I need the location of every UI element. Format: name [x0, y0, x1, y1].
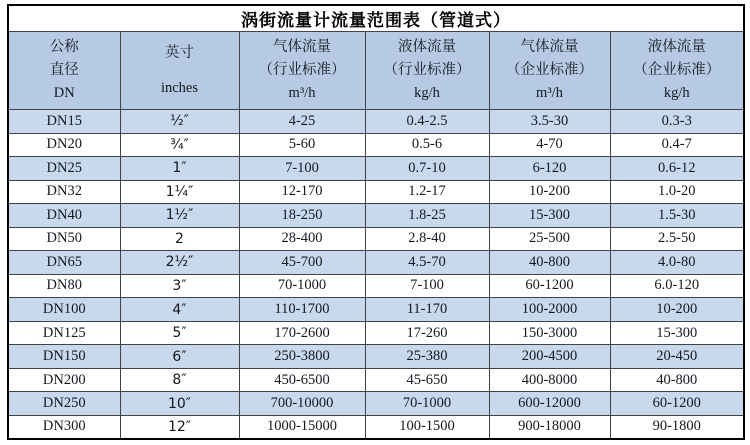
- header-line: m³/h: [288, 85, 316, 101]
- cell-gas-enterprise: 25-500: [489, 227, 610, 251]
- header-line: （企业标准）: [633, 62, 721, 78]
- header-line: 气体流量: [520, 39, 579, 55]
- cell-inches: ½″: [120, 110, 239, 134]
- cell-inches: 1¼″: [120, 180, 239, 204]
- table-row: [8, 157, 744, 181]
- cell-inches: 2½″: [120, 251, 239, 275]
- cell-liquid-enterprise: 60-1200: [610, 392, 744, 416]
- cell-gas-enterprise: 100-2000: [489, 298, 610, 322]
- header-row: [8, 32, 744, 110]
- header-line: （行业标准）: [383, 62, 471, 78]
- cell-inches: ¾″: [120, 133, 239, 157]
- header-line: inches: [160, 79, 199, 96]
- cell-dn: DN200: [8, 368, 120, 392]
- cell-inches: 1½″: [120, 204, 239, 228]
- header-line: kg/h: [663, 85, 690, 101]
- cell-liquid-industry: 1.8-25: [365, 204, 489, 228]
- cell-liquid-industry: 17-260: [365, 321, 489, 345]
- cell-gas-enterprise: 15-300: [489, 204, 610, 228]
- cell-gas-industry: 70-1000: [239, 274, 365, 298]
- table-row: [8, 321, 744, 345]
- table-title: 涡街流量计流量范围表（管道式）: [8, 5, 744, 32]
- table-row: [8, 298, 744, 322]
- cell-liquid-industry: 1.2-17: [365, 180, 489, 204]
- header-line: 公称: [49, 39, 79, 55]
- cell-liquid-enterprise: 40-800: [610, 368, 744, 392]
- col-header-gas-industry: [239, 32, 365, 110]
- cell-gas-enterprise: 40-800: [489, 251, 610, 275]
- cell-dn: DN300: [8, 415, 120, 439]
- cell-gas-industry: 4-25: [239, 110, 365, 134]
- col-header-liquid-industry: [365, 32, 489, 110]
- table-row: [8, 227, 744, 251]
- cell-gas-industry: 45-700: [239, 251, 365, 275]
- cell-gas-enterprise: 60-1200: [489, 274, 610, 298]
- cell-inches: 2: [120, 227, 239, 251]
- col-header-gas-enterprise: [489, 32, 610, 110]
- table-row: [8, 110, 744, 134]
- cell-dn: DN40: [8, 204, 120, 228]
- cell-liquid-industry: 25-380: [365, 345, 489, 369]
- cell-liquid-industry: 4.5-70: [365, 251, 489, 275]
- cell-liquid-enterprise: 1.0-20: [610, 180, 744, 204]
- cell-gas-industry: 12-170: [239, 180, 365, 204]
- cell-liquid-enterprise: 15-300: [610, 321, 744, 345]
- col-header-inches: [120, 32, 239, 110]
- cell-dn: DN150: [8, 345, 120, 369]
- cell-liquid-industry: 0.5-6: [365, 133, 489, 157]
- cell-dn: DN100: [8, 298, 120, 322]
- header-line: DN: [53, 85, 75, 101]
- table-row: [8, 345, 744, 369]
- col-header-liquid-enterprise: [610, 32, 744, 110]
- table-row: [8, 251, 744, 275]
- cell-liquid-enterprise: 0.4-7: [610, 133, 744, 157]
- col-header-dn: [8, 32, 120, 110]
- cell-dn: DN65: [8, 251, 120, 275]
- cell-liquid-enterprise: 0.3-3: [610, 110, 744, 134]
- cell-dn: DN125: [8, 321, 120, 345]
- cell-liquid-enterprise: 90-1800: [610, 415, 744, 439]
- cell-liquid-industry: 7-100: [365, 274, 489, 298]
- cell-liquid-industry: 0.7-10: [365, 157, 489, 181]
- title-row: [8, 5, 744, 32]
- cell-gas-industry: 5-60: [239, 133, 365, 157]
- cell-liquid-industry: 100-1500: [365, 415, 489, 439]
- table-row: [8, 392, 744, 416]
- cell-gas-industry: 450-6500: [239, 368, 365, 392]
- cell-gas-industry: 7-100: [239, 157, 365, 181]
- table-row: [8, 415, 744, 439]
- cell-dn: DN20: [8, 133, 120, 157]
- cell-gas-enterprise: 150-3000: [489, 321, 610, 345]
- cell-gas-industry: 28-400: [239, 227, 365, 251]
- cell-liquid-enterprise: 6.0-120: [610, 274, 744, 298]
- cell-gas-industry: 1000-15000: [239, 415, 365, 439]
- flow-range-table: [7, 4, 745, 440]
- cell-liquid-enterprise: 1.5-30: [610, 204, 744, 228]
- cell-liquid-industry: 45-650: [365, 368, 489, 392]
- cell-inches: 8″: [120, 368, 239, 392]
- cell-gas-industry: 250-3800: [239, 345, 365, 369]
- cell-dn: DN250: [8, 392, 120, 416]
- cell-inches: 6″: [120, 345, 239, 369]
- cell-dn: DN15: [8, 110, 120, 134]
- cell-inches: 1″: [120, 157, 239, 181]
- cell-liquid-enterprise: 10-200: [610, 298, 744, 322]
- cell-inches: 10″: [120, 392, 239, 416]
- cell-gas-enterprise: 10-200: [489, 180, 610, 204]
- table-row: [8, 180, 744, 204]
- table-body: [8, 110, 744, 440]
- cell-liquid-industry: 11-170: [365, 298, 489, 322]
- cell-dn: DN80: [8, 274, 120, 298]
- cell-gas-enterprise: 600-12000: [489, 392, 610, 416]
- cell-gas-enterprise: 900-18000: [489, 415, 610, 439]
- cell-liquid-industry: 2.8-40: [365, 227, 489, 251]
- header-line: 气体流量: [273, 39, 331, 55]
- cell-liquid-enterprise: 0.6-12: [610, 157, 744, 181]
- cell-liquid-industry: 70-1000: [365, 392, 489, 416]
- cell-gas-enterprise: 6-120: [489, 157, 610, 181]
- cell-inches: 4″: [120, 298, 239, 322]
- table-row: [8, 274, 744, 298]
- cell-gas-enterprise: 200-4500: [489, 345, 610, 369]
- cell-gas-industry: 170-2600: [239, 321, 365, 345]
- cell-gas-enterprise: 3.5-30: [489, 110, 610, 134]
- header-line: （行业标准）: [258, 62, 346, 78]
- cell-liquid-industry: 0.4-2.5: [365, 110, 489, 134]
- cell-dn: DN25: [8, 157, 120, 181]
- header-line: 液体流量: [647, 39, 706, 55]
- table-row: [8, 204, 744, 228]
- header-line: kg/h: [414, 85, 440, 101]
- cell-inches: 5″: [120, 321, 239, 345]
- cell-liquid-enterprise: 20-450: [610, 345, 744, 369]
- header-line: 液体流量: [398, 39, 456, 55]
- header-line: m³/h: [536, 85, 563, 101]
- table-row: [8, 368, 744, 392]
- cell-liquid-enterprise: 4.0-80: [610, 251, 744, 275]
- table-row: [8, 133, 744, 157]
- cell-gas-enterprise: 4-70: [489, 133, 610, 157]
- header-line: 直径: [49, 62, 79, 78]
- cell-gas-enterprise: 400-8000: [489, 368, 610, 392]
- cell-inches: 12″: [120, 415, 239, 439]
- cell-gas-industry: 18-250: [239, 204, 365, 228]
- cell-liquid-enterprise: 2.5-50: [610, 227, 744, 251]
- cell-inches: 3″: [120, 274, 239, 298]
- cell-dn: DN32: [8, 180, 120, 204]
- header-line: （企业标准）: [506, 62, 593, 78]
- cell-gas-industry: 700-10000: [239, 392, 365, 416]
- cell-gas-industry: 110-1700: [239, 298, 365, 322]
- cell-dn: DN50: [8, 227, 120, 251]
- header-line: 英寸: [165, 44, 194, 61]
